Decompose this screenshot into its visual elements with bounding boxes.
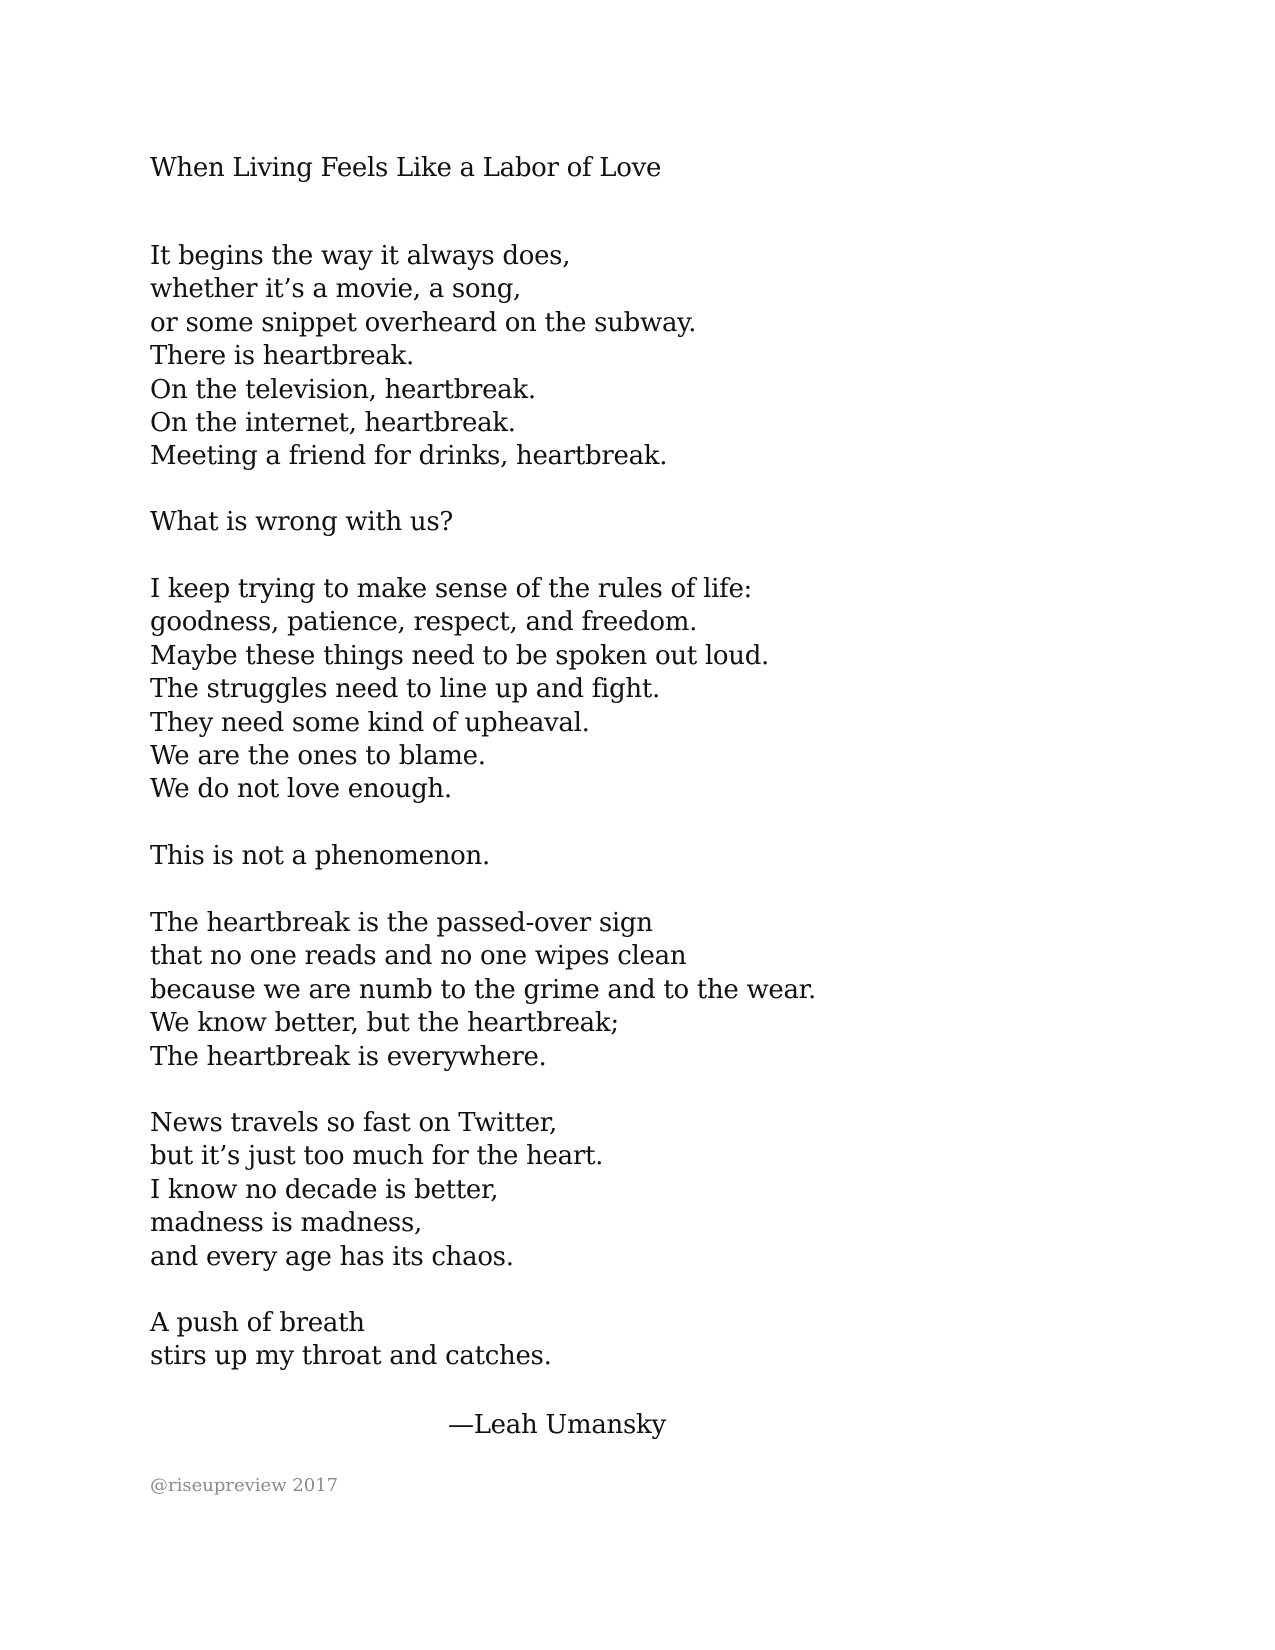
poem-line: We know better, but the heartbreak; [150, 1008, 619, 1039]
poem-line: whether it’s a movie, a song, [150, 274, 522, 305]
poem-line: News travels so fast on Twitter, [150, 1108, 557, 1138]
poem-line: that no one reads and no one wipes clean [150, 941, 687, 972]
poem-line: or some snippet overheard on the subway. [150, 307, 697, 338]
stanza-6 [150, 1107, 603, 1274]
stanza-3 [150, 573, 769, 807]
poem-line: What is wrong with us? [150, 507, 454, 537]
poem-title: When Living Feels Like a Labor of Love [150, 153, 662, 183]
poem-line: It begins the way it always does, [150, 241, 571, 271]
poem-line: because we are numb to the grime and to the wear. [150, 974, 816, 1005]
poem-line: We are the ones to blame. [150, 741, 486, 772]
poem-line: goodness, patience, respect, and freedom. [150, 607, 698, 638]
poem-line: I know no decade is better, [150, 1174, 499, 1205]
poem-line: madness is madness, [150, 1208, 422, 1239]
poem-line: They need some kind of upheaval. [150, 707, 590, 738]
poem-line: The heartbreak is the passed-over sign [150, 908, 653, 938]
poem-line: A push of breath [150, 1308, 365, 1338]
poem-line: Maybe these things need to be spoken out loud. [150, 640, 769, 671]
stanza-5 [150, 907, 816, 1074]
poem-line: but it’s just too much for the heart. [150, 1141, 604, 1172]
poem-line: and every age has its chaos. [150, 1241, 514, 1272]
poem-line: This is not a phenomenon. [150, 841, 490, 871]
poem-line: There is heartbreak. [150, 341, 414, 372]
poem-line: I keep trying to make sense of the rules of life: [150, 574, 753, 604]
author-attribution: —Leah Umansky [448, 1410, 666, 1440]
poem-line: We do not love enough. [150, 774, 452, 805]
stanza-7 [150, 1307, 552, 1374]
poem-line: The struggles need to line up and fight. [150, 674, 660, 705]
stanza-2 [150, 506, 453, 539]
poem-line: The heartbreak is everywhere. [150, 1041, 547, 1072]
stanza-4 [150, 840, 490, 873]
poem-line: On the television, heartbreak. [150, 374, 536, 405]
poem-line: On the internet, heartbreak. [150, 408, 516, 439]
copyright-notice: @riseupreview 2017 [150, 1475, 339, 1496]
poem-line: stirs up my throat and catches. [150, 1341, 552, 1372]
poem-line: Meeting a friend for drinks, heartbreak. [150, 441, 668, 472]
stanza-1 [150, 240, 696, 474]
